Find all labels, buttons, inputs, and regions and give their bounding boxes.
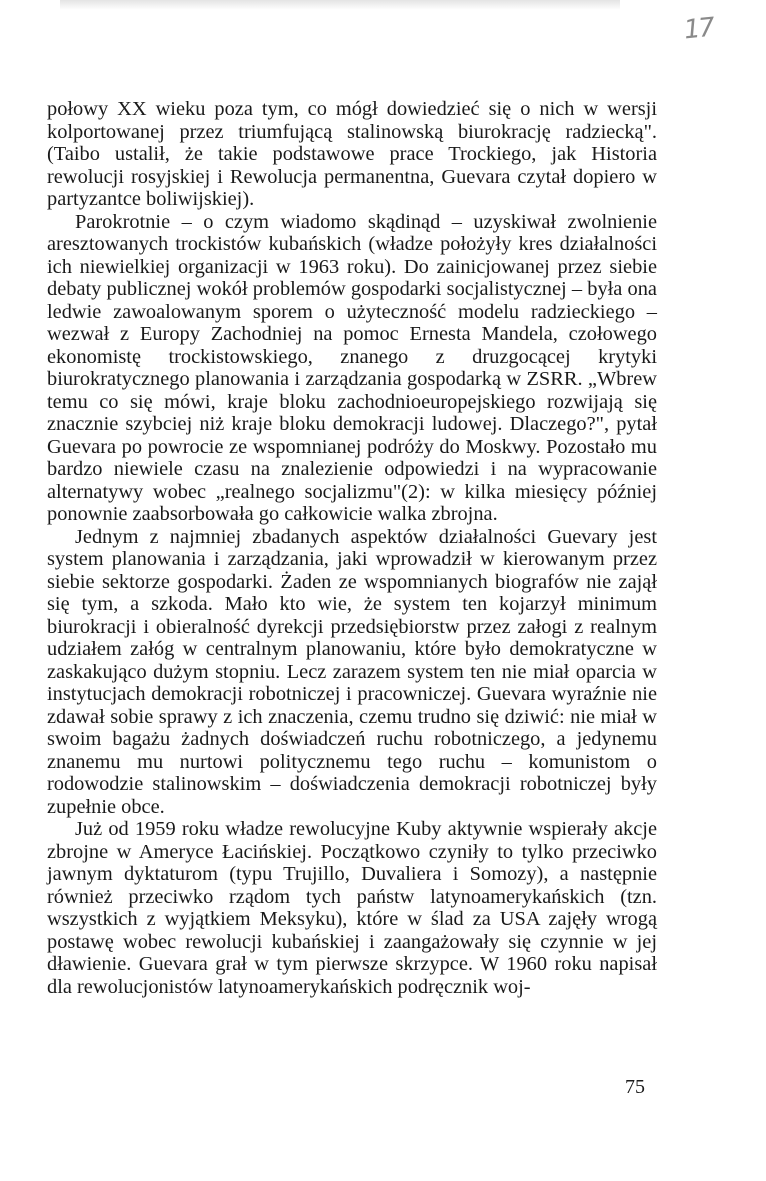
scan-edge-shadow: [60, 0, 620, 10]
paragraph-2: Parokrotnie – o czym wiadomo skądinąd – uzyskiwał zwolnienie aresztowanych trockistów kubańskich (władze położyły kres działalności ich niewielkiej organizacji w 1963 roku). Do zainicjowanej przez siebie debaty publicznej wokół problemów gospodarki socjalistycznej – była ona ledwie zawoalowanym sporem o użyteczność modelu radzieckiego – wezwał z Europy Zachodniej na pomoc Ernesta Mandela, czołowego ekonomistę trockistowskiego, znanego z druzgocącej krytyki biurokratycznego planowania i zarządzania gospodarką w ZSRR. „Wbrew temu co się mówi, kraje bloku zachodnioeuropejskiego rozwijają się znacznie szybciej niż kraje bloku demokracji ludowej. Dlaczego?", pytał Guevara po powrocie ze wspomnianej podróży do Moskwy. Pozostało mu bardzo niewiele czasu na znalezienie odpowiedzi i na wypracowanie alternatywy wobec „realnego socjalizmu"(2): w kilka miesięcy później ponownie zaabsorbowała go całkowicie walka zbrojna.: [47, 210, 657, 525]
page-number: 75: [625, 1076, 645, 1098]
paragraph-1: połowy XX wieku poza tym, co mógł dowiedzieć się o nich w wersji kolportowanej przez triumfującą stalinowską biurokrację radziecką". (Taibo ustalił, że takie podstawowe prace Trockiego, jak Historia rewolucji rosyjskiej i Rewolucja permanentna, Guevara czytał dopiero w partyzantce boliwijskiej).: [47, 98, 657, 210]
paragraph-4: Już od 1959 roku władze rewolucyjne Kuby aktywnie wspierały akcje zbrojne w Ameryce Łacińskiej. Początkowo czyniły to tylko przeciwko jawnym dyktaturom (typu Trujillo, Duvaliera i Somozy), a następnie również przeciwko rządom tych państw latynoamerykańskich (tzn. wszystkich z wyjątkiem Meksyku), które w ślad za USA zajęły wrogą postawę wobec rewolucji kubańskiej i zaangażowały się czynnie w jej dławienie. Guevara grał w tym pierwsze skrzypce. W 1960 roku napisał dla rewolucjonistów latynoamerykańskich podręcznik woj-: [47, 818, 657, 998]
body-text: [47, 98, 657, 998]
paragraph-3: Jednym z najmniej zbadanych aspektów działalności Guevary jest system planowania i zarządzania, jaki wprowadził w kierowanym przez siebie sektorze gospodarki. Żaden ze wspomnianych biografów nie zajął się tym, a szkoda. Mało kto wie, że system ten kojarzył minimum biurokracji i obieralność dyrekcji przedsiębiorstw przez załogi z realnym udziałem załóg w centralnym planowaniu, które było demokratyczne w zaskakująco dużym stopniu. Lecz zarazem system ten nie miał oparcia w instytucjach demokracji robotniczej i pracowniczej. Guevara wyraźnie nie zdawał sobie sprawy z ich znaczenia, czemu trudno się dziwić: nie miał w swoim bagażu żadnych doświadczeń ruchu robotniczego, a jedynemu znanemu mu nurtowi politycznemu tego ruchu – komunistom o rodowodzie stalinowskim – doświadczenia demokracji robotniczej były zupełnie obce.: [47, 525, 657, 818]
handwritten-folio-number: 17: [682, 12, 715, 46]
